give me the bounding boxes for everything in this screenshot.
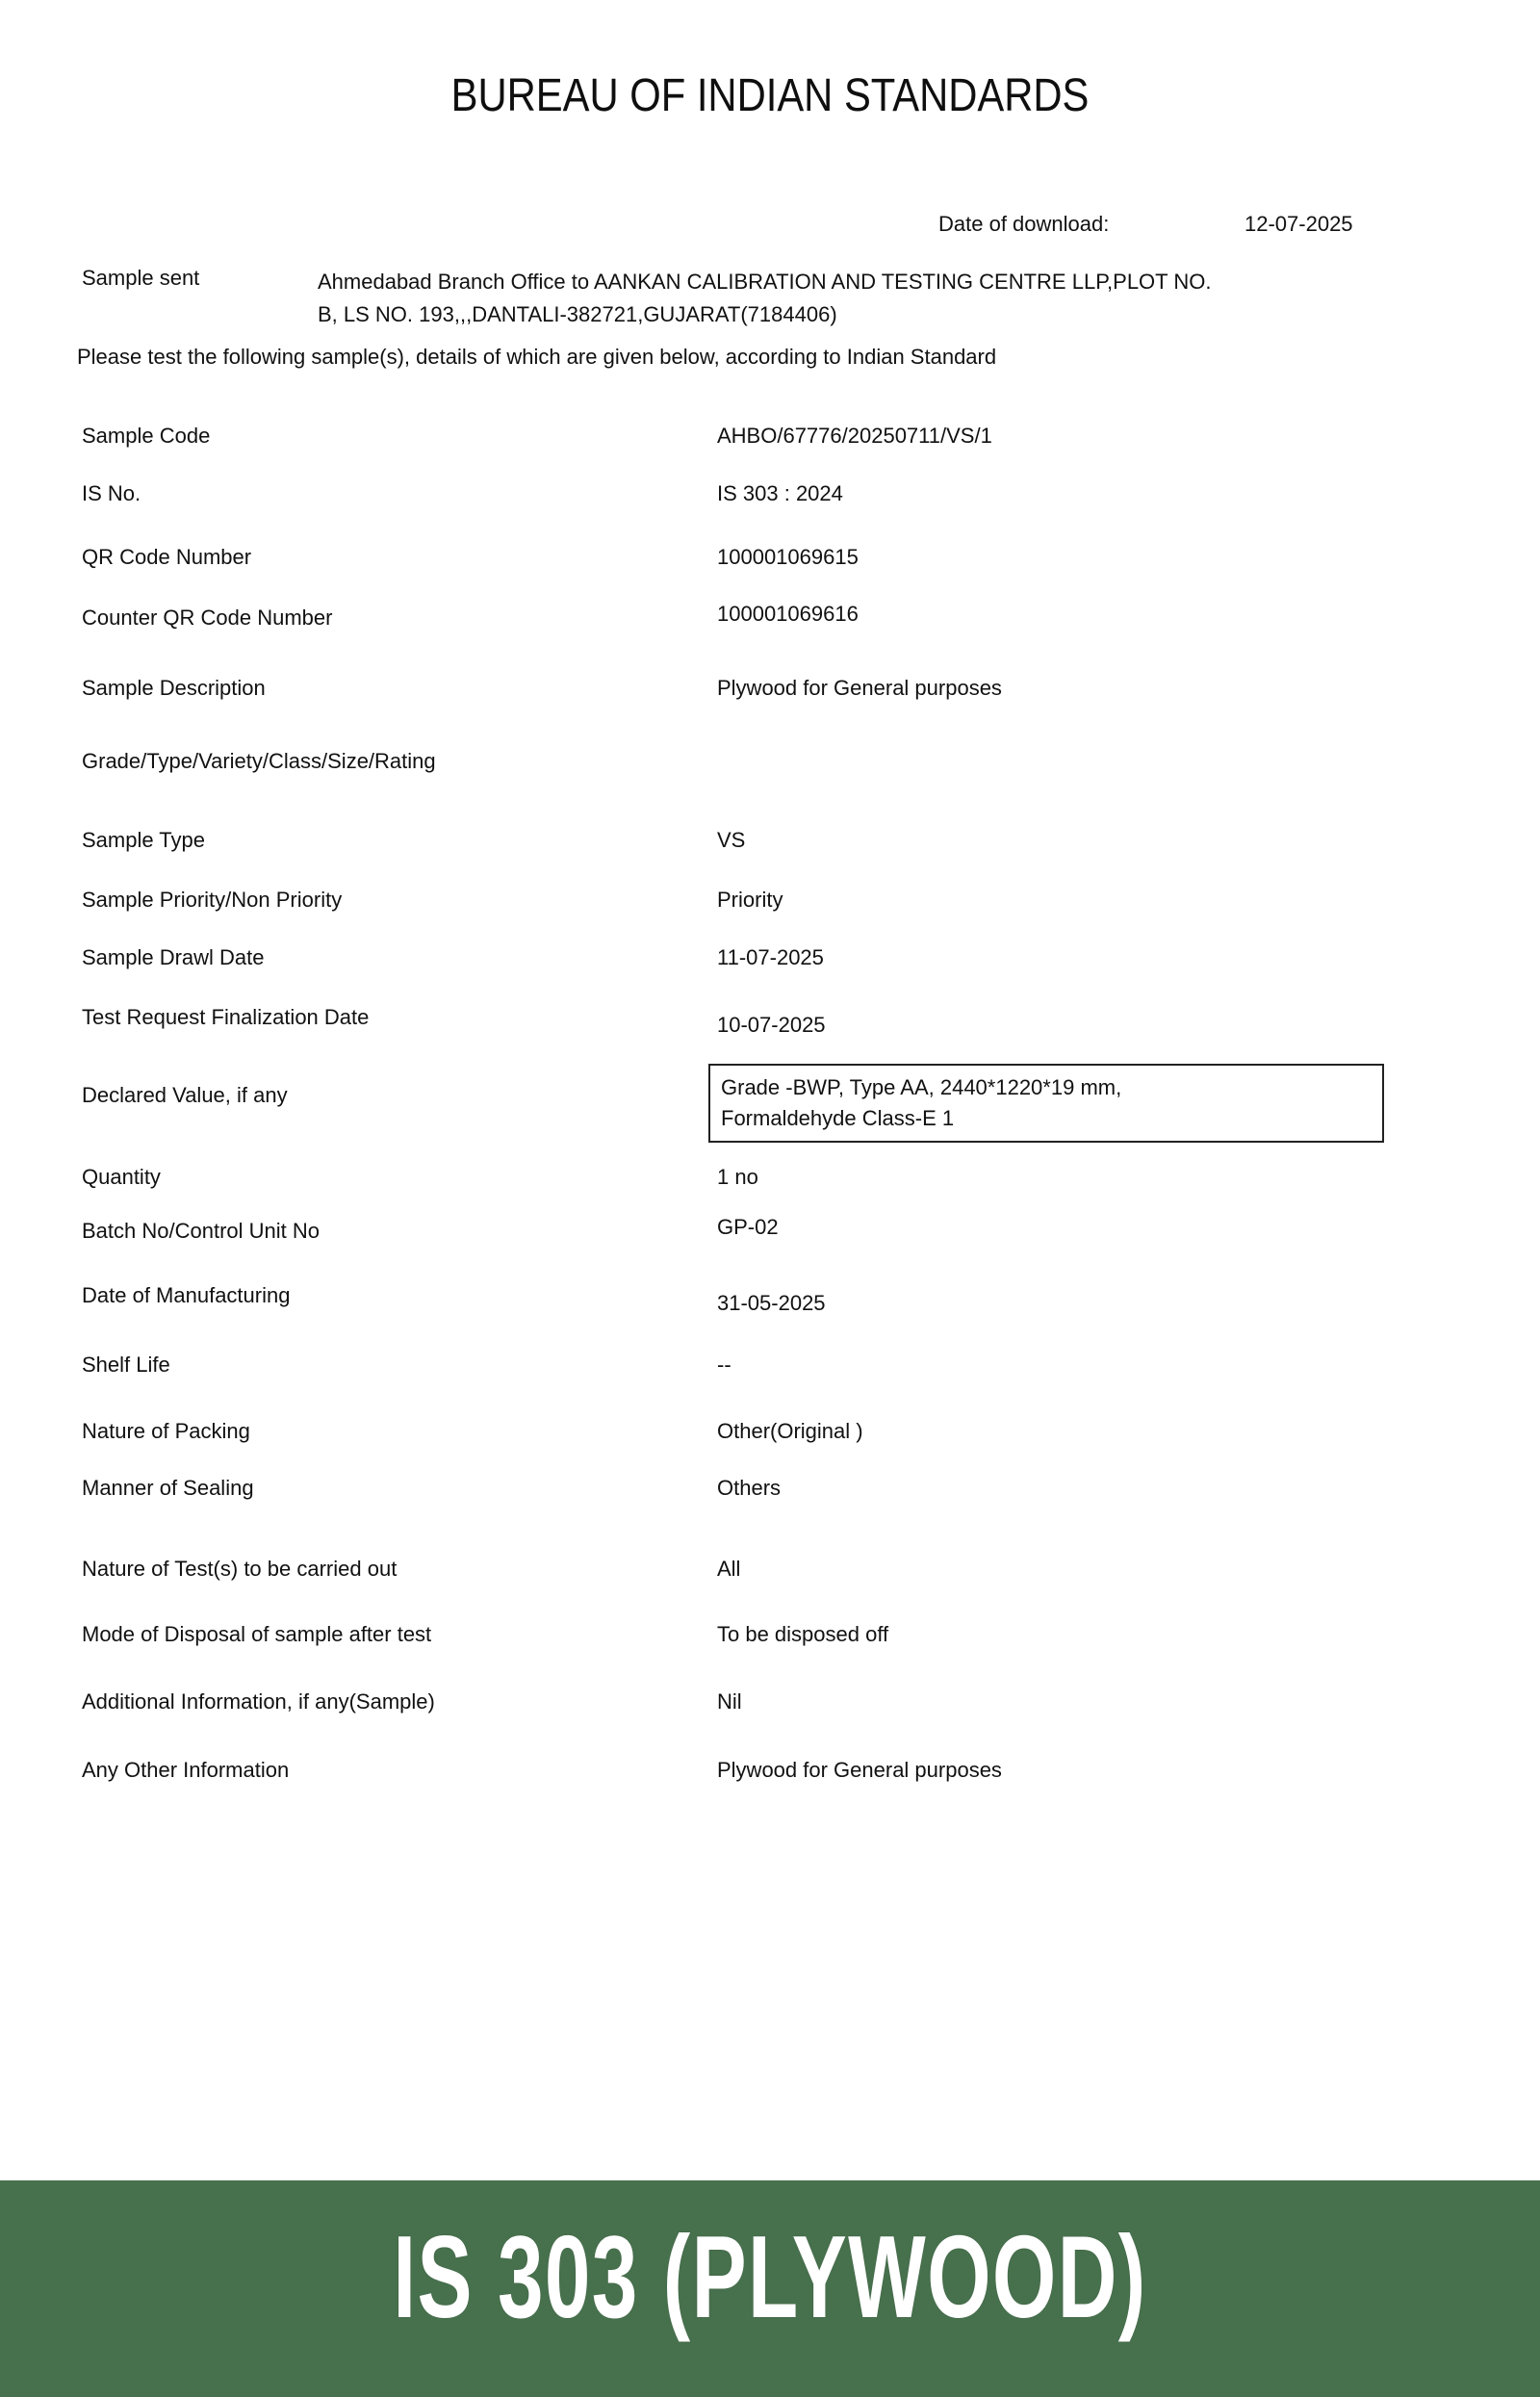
field-label: IS No. bbox=[82, 481, 141, 505]
field-value: 100001069616 bbox=[717, 602, 859, 626]
field-value: VS bbox=[717, 828, 746, 852]
field-label: Sample Priority/Non Priority bbox=[82, 888, 343, 912]
field-label: Sample Drawl Date bbox=[82, 945, 265, 969]
field-label: Shelf Life bbox=[82, 1353, 170, 1377]
field-value: 1 no bbox=[717, 1165, 758, 1189]
field-value: To be disposed off bbox=[717, 1622, 889, 1646]
field-value: AHBO/67776/20250711/VS/1 bbox=[717, 424, 992, 448]
download-date-label: Date of download: bbox=[938, 212, 1110, 236]
field-value: All bbox=[717, 1557, 741, 1581]
page-title: BUREAU OF INDIAN STANDARDS bbox=[450, 70, 1090, 121]
field-value: IS 303 : 2024 bbox=[717, 481, 843, 505]
download-date-value: 12-07-2025 bbox=[1245, 212, 1353, 236]
footer-banner-text: IS 303 (PLYWOOD) bbox=[393, 2211, 1147, 2342]
footer-banner bbox=[0, 2180, 1540, 2397]
sample-sent-address-line2: B, LS NO. 193,,,DANTALI-382721,GUJARAT(7184406) bbox=[318, 302, 837, 326]
field-value: Nil bbox=[717, 1689, 742, 1714]
field-label: Mode of Disposal of sample after test bbox=[82, 1622, 432, 1646]
declared-value-box bbox=[708, 1064, 1384, 1143]
field-value: Priority bbox=[717, 888, 783, 912]
intro-text: Please test the following sample(s), details of which are given below, according to Indian Standard bbox=[77, 345, 997, 369]
declared-value-line: Formaldehyde Class-E 1 bbox=[721, 1106, 955, 1130]
field-label: QR Code Number bbox=[82, 545, 252, 569]
field-label: Nature of Packing bbox=[82, 1419, 250, 1443]
field-value: Other(Original ) bbox=[717, 1419, 863, 1443]
field-label: Date of Manufacturing bbox=[82, 1283, 291, 1307]
field-label: Counter QR Code Number bbox=[82, 606, 333, 630]
sample-sent-label: Sample sent bbox=[82, 266, 200, 290]
field-label: Grade/Type/Variety/Class/Size/Rating bbox=[82, 749, 436, 773]
field-value: 11-07-2025 bbox=[717, 945, 824, 969]
field-value: Plywood for General purposes bbox=[717, 676, 1002, 700]
field-label: Any Other Information bbox=[82, 1758, 290, 1782]
field-label: Sample Code bbox=[82, 424, 211, 448]
field-value: GP-02 bbox=[717, 1215, 779, 1239]
field-label: Declared Value, if any bbox=[82, 1083, 288, 1107]
field-value: 10-07-2025 bbox=[717, 1013, 826, 1037]
field-label: Sample Description bbox=[82, 676, 266, 700]
field-value: Plywood for General purposes bbox=[717, 1758, 1002, 1782]
field-label: Additional Information, if any(Sample) bbox=[82, 1689, 435, 1714]
field-value: 100001069615 bbox=[717, 545, 859, 569]
field-label: Sample Type bbox=[82, 828, 206, 852]
field-label: Test Request Finalization Date bbox=[82, 1005, 370, 1029]
field-value: -- bbox=[717, 1353, 732, 1377]
sample-sent-address-line1: Ahmedabad Branch Office to AANKAN CALIBRATION AND TESTING CENTRE LLP,PLOT NO. bbox=[318, 270, 1212, 294]
field-label: Quantity bbox=[82, 1165, 161, 1189]
declared-value-line: Grade -BWP, Type AA, 2440*1220*19 mm, bbox=[721, 1075, 1122, 1099]
field-value: 31-05-2025 bbox=[717, 1291, 826, 1315]
field-label: Nature of Test(s) to be carried out bbox=[82, 1557, 398, 1581]
field-label: Manner of Sealing bbox=[82, 1476, 254, 1500]
field-label: Batch No/Control Unit No bbox=[82, 1219, 320, 1243]
field-value: Others bbox=[717, 1476, 782, 1500]
